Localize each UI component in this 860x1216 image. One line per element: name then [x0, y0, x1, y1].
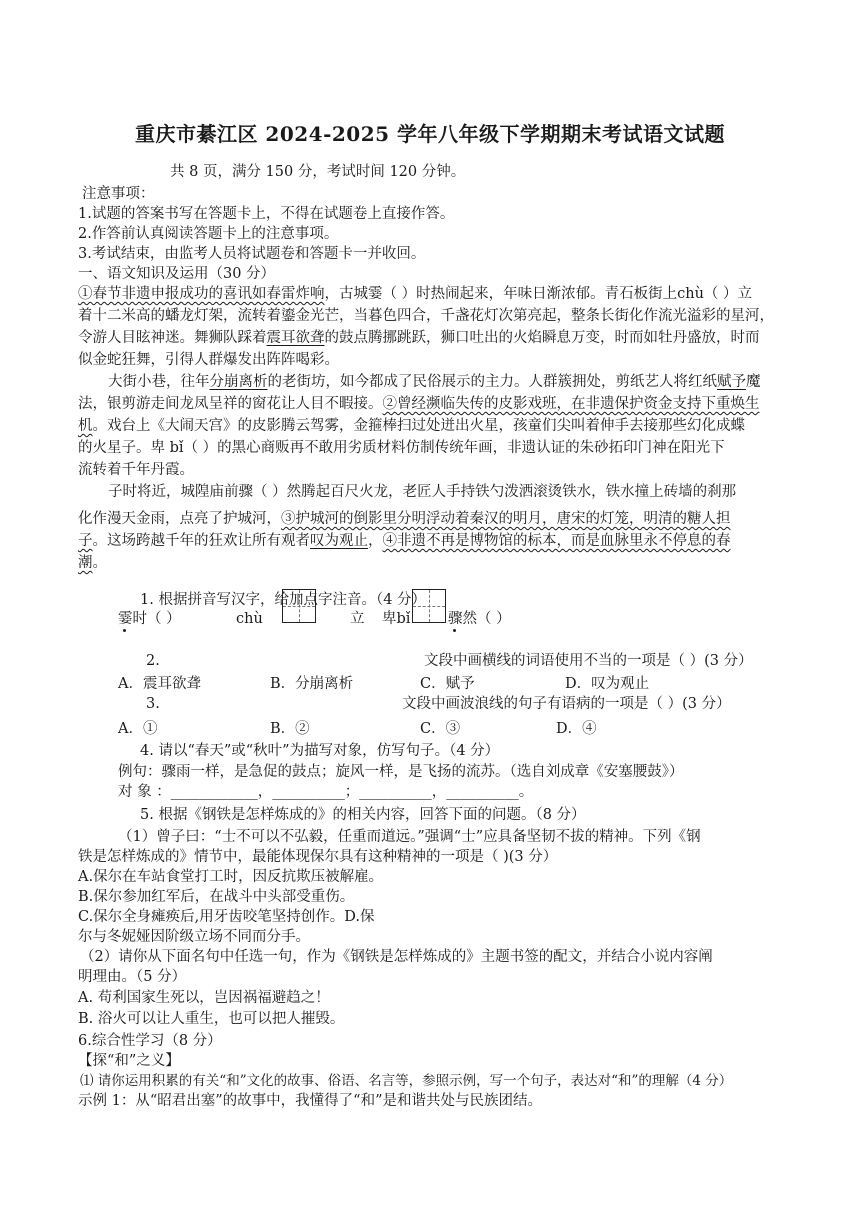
- q4-answer-line[interactable]: 对 象 ：____________，__________；__________，__________。: [118, 784, 534, 800]
- notice-heading: 注意事项：: [82, 186, 155, 202]
- emphasis-dot: [453, 629, 456, 632]
- passage-line: 大街小巷，往年分崩离析的老街坊，如今都成了民俗展示的主力。人群簇拥处，剪纸艺人将红纸赋予魔: [108, 374, 761, 390]
- q6-sub1-text: ⑴ 请你运用积累的有关“和”文化的故事、俗语、名言等，参照示例，写一个句子，表达对“和”的理解（4 分）: [80, 1073, 733, 1089]
- passage-line: 着十二米高的蟠龙灯架，流转着鎏金光芒，当暮色四合，千盏花灯次第亮起，整条长街化作流光溢彩的星河，: [78, 308, 774, 324]
- q1-item-sashi: 霎时（ ）: [118, 611, 181, 627]
- question-6-stem: 6.综合性学习（8 分）: [78, 1033, 222, 1049]
- passage-line: 流转着千年丹霞。: [78, 462, 194, 478]
- question-2-stem: 文段中画横线的词语使用不当的一项是（ ）(3 分）: [424, 653, 753, 669]
- q1-item-li: 立: [350, 611, 365, 627]
- question-2-number: 2.: [146, 653, 160, 669]
- passage-line: 化作漫天金雨，点亮了护城河，③护城河的倒影里分明浮动着秦汉的明月，唐宋的灯笼，明清的糖人担: [78, 511, 731, 527]
- notice-item: 1.试题的答案书写在答题卡上，不得在试题卷上直接作答。: [78, 206, 455, 222]
- q1-item-chu: chù: [236, 611, 263, 627]
- q1-item-bi: 卑bǐ: [382, 611, 411, 627]
- question-5-stem: 5. 根据《钢铁是怎样炼成的》的相关内容，回答下面的问题。（8 分）: [140, 807, 586, 823]
- q6-subheading: 【探“和”之义】: [78, 1053, 180, 1069]
- underlined-word-c: 赋予: [717, 374, 746, 390]
- q5-sub1-text: （1）曾子曰：“士不可以不弘毅，任重而道远。”强调“士”应具备坚韧不拔的精神。下列《钢: [118, 829, 701, 845]
- passage-line: 机。戏台上《大闹天宫》的皮影腾云驾雾，金箍棒扫过处迸出火星，孩童们尖叫着伸手去接那些幻化成蝶: [78, 418, 745, 434]
- notice-item: 2.作答前认真阅读答题卡上的注意事项。: [78, 226, 339, 242]
- underlined-word-b: 分崩离析: [209, 374, 268, 390]
- q5-option[interactable]: B.保尔参加红军后，在战斗中头部受重伤。: [78, 889, 355, 905]
- q5-sub1-text: 铁是怎样炼成的》情节中，最能体现保尔具有这种精神的一项是（ )(3 分）: [78, 849, 558, 865]
- wavy-sentence-2: ②曾经濒临失传的皮影戏班，在非遗保护资金支持下重焕生: [382, 396, 760, 412]
- q1-item-zhouran: 骤然（ ）: [448, 611, 511, 627]
- q5-option[interactable]: A.保尔在车站食堂打工时，因反抗欺压被解雇。: [78, 869, 384, 885]
- passage-line: 的火星子。卑 bǐ（ ）的黑心商贩再不敢用劣质材料仿制传统年画，非遗认证的朱砂拓印门神在阳光下: [78, 440, 725, 456]
- exam-info: 共 8 页，满分 150 分，考试时间 120 分钟。: [170, 164, 466, 180]
- q5-option[interactable]: 尔与冬妮娅因阶级立场不同而分手。: [78, 929, 310, 945]
- q3-option[interactable]: C．③: [420, 721, 461, 737]
- q4-example: 例句：骤雨一样，是急促的鼓点；旋风一样，是飞扬的流苏。（选自刘成章《安塞腰鼓》）: [118, 764, 684, 780]
- passage-line: 潮。: [78, 555, 107, 571]
- underlined-word-a: 震耳欲聋: [266, 330, 325, 346]
- q5-option[interactable]: C.保尔全身瘫痪后,用牙齿咬笔坚持创作。D.保: [78, 909, 375, 925]
- notice-item: 3.考试结束，由监考人员将试题卷和答题卡一并收回。: [78, 246, 426, 262]
- q2-option[interactable]: C．赋予: [420, 676, 475, 692]
- answer-grid-box[interactable]: [412, 589, 446, 623]
- question-1-stem: 1. 根据拼音写汉字，给加点字注音。（4 分）: [140, 592, 427, 608]
- emphasis-dot: [123, 629, 126, 632]
- question-3-stem: 文段中画波浪线的句子有语病的一项是（ ）(3 分）: [402, 696, 731, 712]
- q5-sub2-text: （2）请你从下面名句中任选一句，作为《钢铁是怎样炼成的》主题书签的配文，并结合小说内容阐: [80, 949, 713, 965]
- passage-line: 子。这场跨越千年的狂欢让所有观者叹为观止，④非遗不再是博物馆的标本，而是血脉里永不停息的春: [78, 533, 731, 549]
- q2-option[interactable]: A．震耳欲聋: [118, 676, 201, 692]
- underlined-word-d: 叹为观止: [310, 533, 368, 549]
- question-3-number: 3.: [146, 696, 160, 712]
- q2-option[interactable]: B．分崩离析: [270, 676, 354, 692]
- passage-line: 令游人目眩神迷。舞狮队踩着震耳欲聋的鼓点腾挪跳跃，狮口吐出的火焰瞬息万变，时而如牡丹盛放，时而: [78, 330, 760, 346]
- q6-example: 示例 1：从“昭君出塞”的故事中，我懂得了“和”是和谐共处与民族团结。: [78, 1093, 542, 1109]
- passage-line: 似金蛇狂舞，引得人群爆发出阵阵喝彩。: [78, 352, 339, 368]
- q2-option[interactable]: D．叹为观止: [565, 676, 650, 692]
- passage-line: 法，银剪游走间龙凤呈祥的窗花让人目不暇接。②曾经濒临失传的皮影戏班，在非遗保护资金支持下重焕生: [78, 396, 760, 412]
- q5-sub2-text: 明理由。（5 分）: [78, 969, 187, 985]
- q5-quote: B. 浴火可以让人重生，也可以把人摧毁。: [78, 1011, 345, 1027]
- passage-line: 子时将近，城隍庙前骤（ ）然腾起百尺火龙，老匠人手持铁勺泼洒滚烫铁水，铁水撞上砖墙的刹那: [108, 484, 737, 500]
- answer-grid-box[interactable]: [282, 589, 316, 623]
- question-4-stem: 4. 请以“春天”或“秋叶”为描写对象，仿写句子。（4 分）: [140, 743, 500, 759]
- exam-title: 重庆市綦江区 2024-2025 学年八年级下学期期末考试语文试题: [134, 122, 726, 146]
- q5-quote: A. 苟利国家生死以，岂因祸福避趋之！: [78, 990, 330, 1006]
- wavy-sentence-4: ④非遗不再是博物馆的标本，而是血脉里永不停息的春: [382, 533, 731, 549]
- wavy-sentence-1: ①春节非遗申报成功的喜讯如春雷炸响: [78, 286, 325, 302]
- wavy-sentence-3: ③护城河的倒影里分明浮动着秦汉的明月，唐宋的灯笼，明清的糖人担: [281, 511, 731, 527]
- q3-option[interactable]: D．④: [556, 721, 597, 737]
- passage-line: ①春节非遗申报成功的喜讯如春雷炸响，古城霎（ ）时热闹起来，年味日渐浓郁。青石板街上chù（ ）立: [78, 286, 753, 302]
- section-heading: 一、语文知识及运用（30 分）: [78, 266, 276, 282]
- q3-option[interactable]: B．②: [270, 721, 310, 737]
- q3-option[interactable]: A．①: [118, 721, 158, 737]
